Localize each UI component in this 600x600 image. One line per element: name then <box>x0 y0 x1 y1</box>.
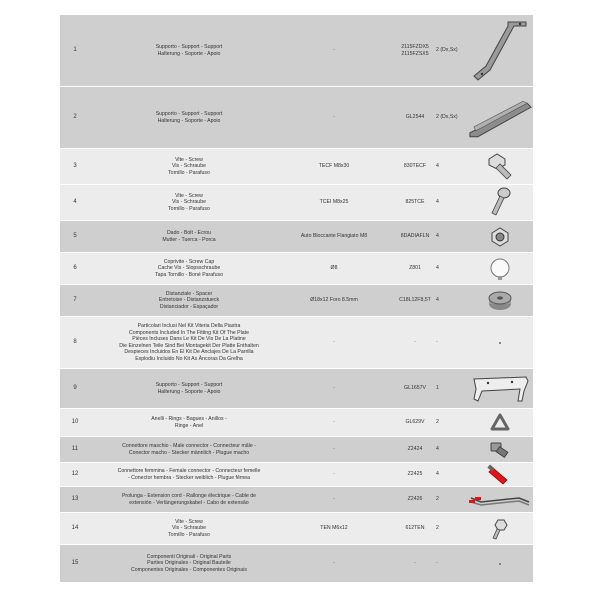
row-number: 9 <box>73 384 77 391</box>
row-code: Z2424 <box>407 446 423 453</box>
row-number: 13 <box>71 495 79 502</box>
row-qty: 2 <box>436 496 439 503</box>
row-code: - <box>414 560 416 567</box>
table-row <box>60 284 533 316</box>
row-description: Vite - Screw Vis - Schraube Tornillo - Parafuso <box>168 192 210 212</box>
row-qty: 4 <box>436 471 439 478</box>
row-code: GL629V <box>405 419 425 426</box>
row-spec: Auto Bloccante Flangiato M8 <box>300 233 368 240</box>
table-row <box>60 544 533 582</box>
row-code: GL1657V <box>404 385 426 392</box>
row-spec: - <box>333 419 335 426</box>
row-spec: TECF M8x30 <box>318 163 350 170</box>
row-spec: - <box>333 47 335 54</box>
row-qty: 1 <box>436 385 439 392</box>
row-spec: Ø8 <box>330 265 338 272</box>
row-description: Connettore femmina - Female connector - Connecteur femelle - Conector hembra - Stecker weiblich - Plugue fêmea <box>117 468 261 481</box>
row-description: Vite - Screw Vis - Schraube Tornillo - Parafuso <box>168 156 210 176</box>
table-row <box>60 462 533 486</box>
nut-icon <box>466 221 533 252</box>
row-qty: 2 <box>436 525 439 532</box>
cradle-bracket-icon <box>466 369 533 408</box>
row-code: Z2426 <box>407 496 423 503</box>
row-code: Z801 <box>409 265 421 272</box>
row-description: Vite - Screw Vis - Schraube Tornillo - Parafuso <box>168 518 210 538</box>
row-number: 8 <box>73 338 77 345</box>
hex-screw-icon <box>466 149 533 184</box>
row-code: 2115FZDX5 2115FZSX5 <box>401 44 429 57</box>
row-spec: - <box>333 446 335 453</box>
dot-icon <box>466 545 533 582</box>
row-number: 6 <box>73 264 77 271</box>
table-row <box>60 86 533 148</box>
arm-bracket-icon <box>466 15 533 86</box>
row-spec: TEN M6x12 <box>320 525 348 532</box>
row-code: 612TEN <box>405 525 425 532</box>
allen-screw-icon <box>466 185 533 220</box>
row-description: Anelli - Rings - Bagues - Anillos - Ringe - Anel <box>151 416 227 429</box>
table-row <box>60 486 533 512</box>
male-connector-icon <box>466 437 533 462</box>
row-number: 15 <box>71 559 79 566</box>
parts-table <box>60 0 533 600</box>
row-qty: 4 <box>436 199 439 206</box>
small-screw-icon <box>466 513 533 544</box>
row-spec: - <box>333 339 335 346</box>
row-number: 4 <box>73 198 77 205</box>
row-description: Prolunga - Extension cord - Rallonge électrique - Cable de extensión - Verlängerungskabel - Cabo de extensão <box>121 493 257 506</box>
ring-icon <box>466 409 533 436</box>
table-row <box>60 184 533 220</box>
row-spec: - <box>333 114 335 121</box>
row-description: Supporto - Support - Support Halterung - Soporte - Apoio <box>155 44 223 57</box>
row-description: Distanziale - Spacer Entretoise - Distanzstueck Distanciador - Espaçador <box>158 290 220 310</box>
row-code: GL2544 <box>405 114 425 121</box>
table-row <box>60 512 533 544</box>
row-qty: 2 (Dx,Sx) <box>436 114 458 121</box>
row-number: 11 <box>71 445 79 452</box>
table-row <box>60 220 533 252</box>
row-number: 2 <box>73 113 77 120</box>
row-description: Particolari Inclusi Nel Kit Viteria Della Piastra Components Included In The Fitting Kit Of The Plate Pièces Incluses Dans Le Kit De Vis De La Platine Die Einzelnen Teile Sind Bei Montagekit Der Platte Enthalten Despieces Incluidos En El Kit De Anclajes De La Parrilla Explodiu Incluido No Kit As Âncoras Da Grelha <box>119 323 259 362</box>
row-code: 825TCE <box>405 199 425 206</box>
row-description: Dado - Bolt - Ecrou Mutter - Tuerca - Porca <box>162 230 216 243</box>
row-spec: - <box>333 385 335 392</box>
table-row <box>60 252 533 284</box>
row-spec: - <box>333 496 335 503</box>
row-code: 8DADIAFLN <box>400 233 430 240</box>
table-row <box>60 368 533 408</box>
row-description: Connettore maschio - Male connector - Connecteur mâle - Conector macho - Stecker männlich - Plugue macho <box>122 443 256 456</box>
row-description: Coprivite - Screw Cap Cache Vis - Slopsschraube Tapa Tornillo - Boné Parafuso <box>155 258 223 278</box>
table-row <box>60 148 533 184</box>
row-qty: 4 <box>436 163 439 170</box>
dot-icon <box>466 317 533 368</box>
row-code: C18L12F8,5T <box>399 297 431 304</box>
row-qty: 4 <box>436 297 439 304</box>
row-qty: 2 <box>436 419 439 426</box>
extension-cord-icon <box>466 487 533 512</box>
table-row <box>60 316 533 368</box>
table-row <box>60 436 533 462</box>
row-spec: Ø18x12 Foro 8.5mm <box>310 297 358 304</box>
row-code: - <box>414 339 416 346</box>
row-qty: 4 <box>436 446 439 453</box>
row-code: 830TECF <box>403 163 427 170</box>
row-qty: - <box>436 560 438 567</box>
row-number: 14 <box>71 524 79 531</box>
row-spec: TCEI M8x25 <box>319 199 349 206</box>
row-qty: 2 (Dx,Sx) <box>436 47 458 54</box>
table-row <box>60 408 533 436</box>
female-connector-icon <box>466 463 533 486</box>
screw-cap-icon <box>466 253 533 284</box>
row-number: 3 <box>73 162 77 169</box>
row-number: 10 <box>71 418 79 425</box>
row-number: 1 <box>73 46 77 53</box>
row-description: Supporto - Support - Support Halterung - Soporte - Apoio <box>155 111 223 124</box>
row-number: 12 <box>71 470 79 477</box>
row-qty: 4 <box>436 233 439 240</box>
row-spec: - <box>333 560 335 567</box>
row-number: 5 <box>73 232 77 239</box>
row-number: 7 <box>73 296 77 303</box>
row-spec: - <box>333 471 335 478</box>
row-description: Componenti Originali - Original Parts Parties Originales - Original Bauteile Componentes Originales - Componentes Originais <box>131 553 247 573</box>
row-qty: - <box>436 339 438 346</box>
row-qty: 4 <box>436 265 439 272</box>
spacer-icon <box>466 285 533 316</box>
table-row <box>60 14 533 86</box>
plate-bracket-icon <box>466 87 533 148</box>
row-description: Supporto - Support - Support Halterung - Soporte - Apoio <box>155 382 223 395</box>
row-code: Z2425 <box>407 471 423 478</box>
